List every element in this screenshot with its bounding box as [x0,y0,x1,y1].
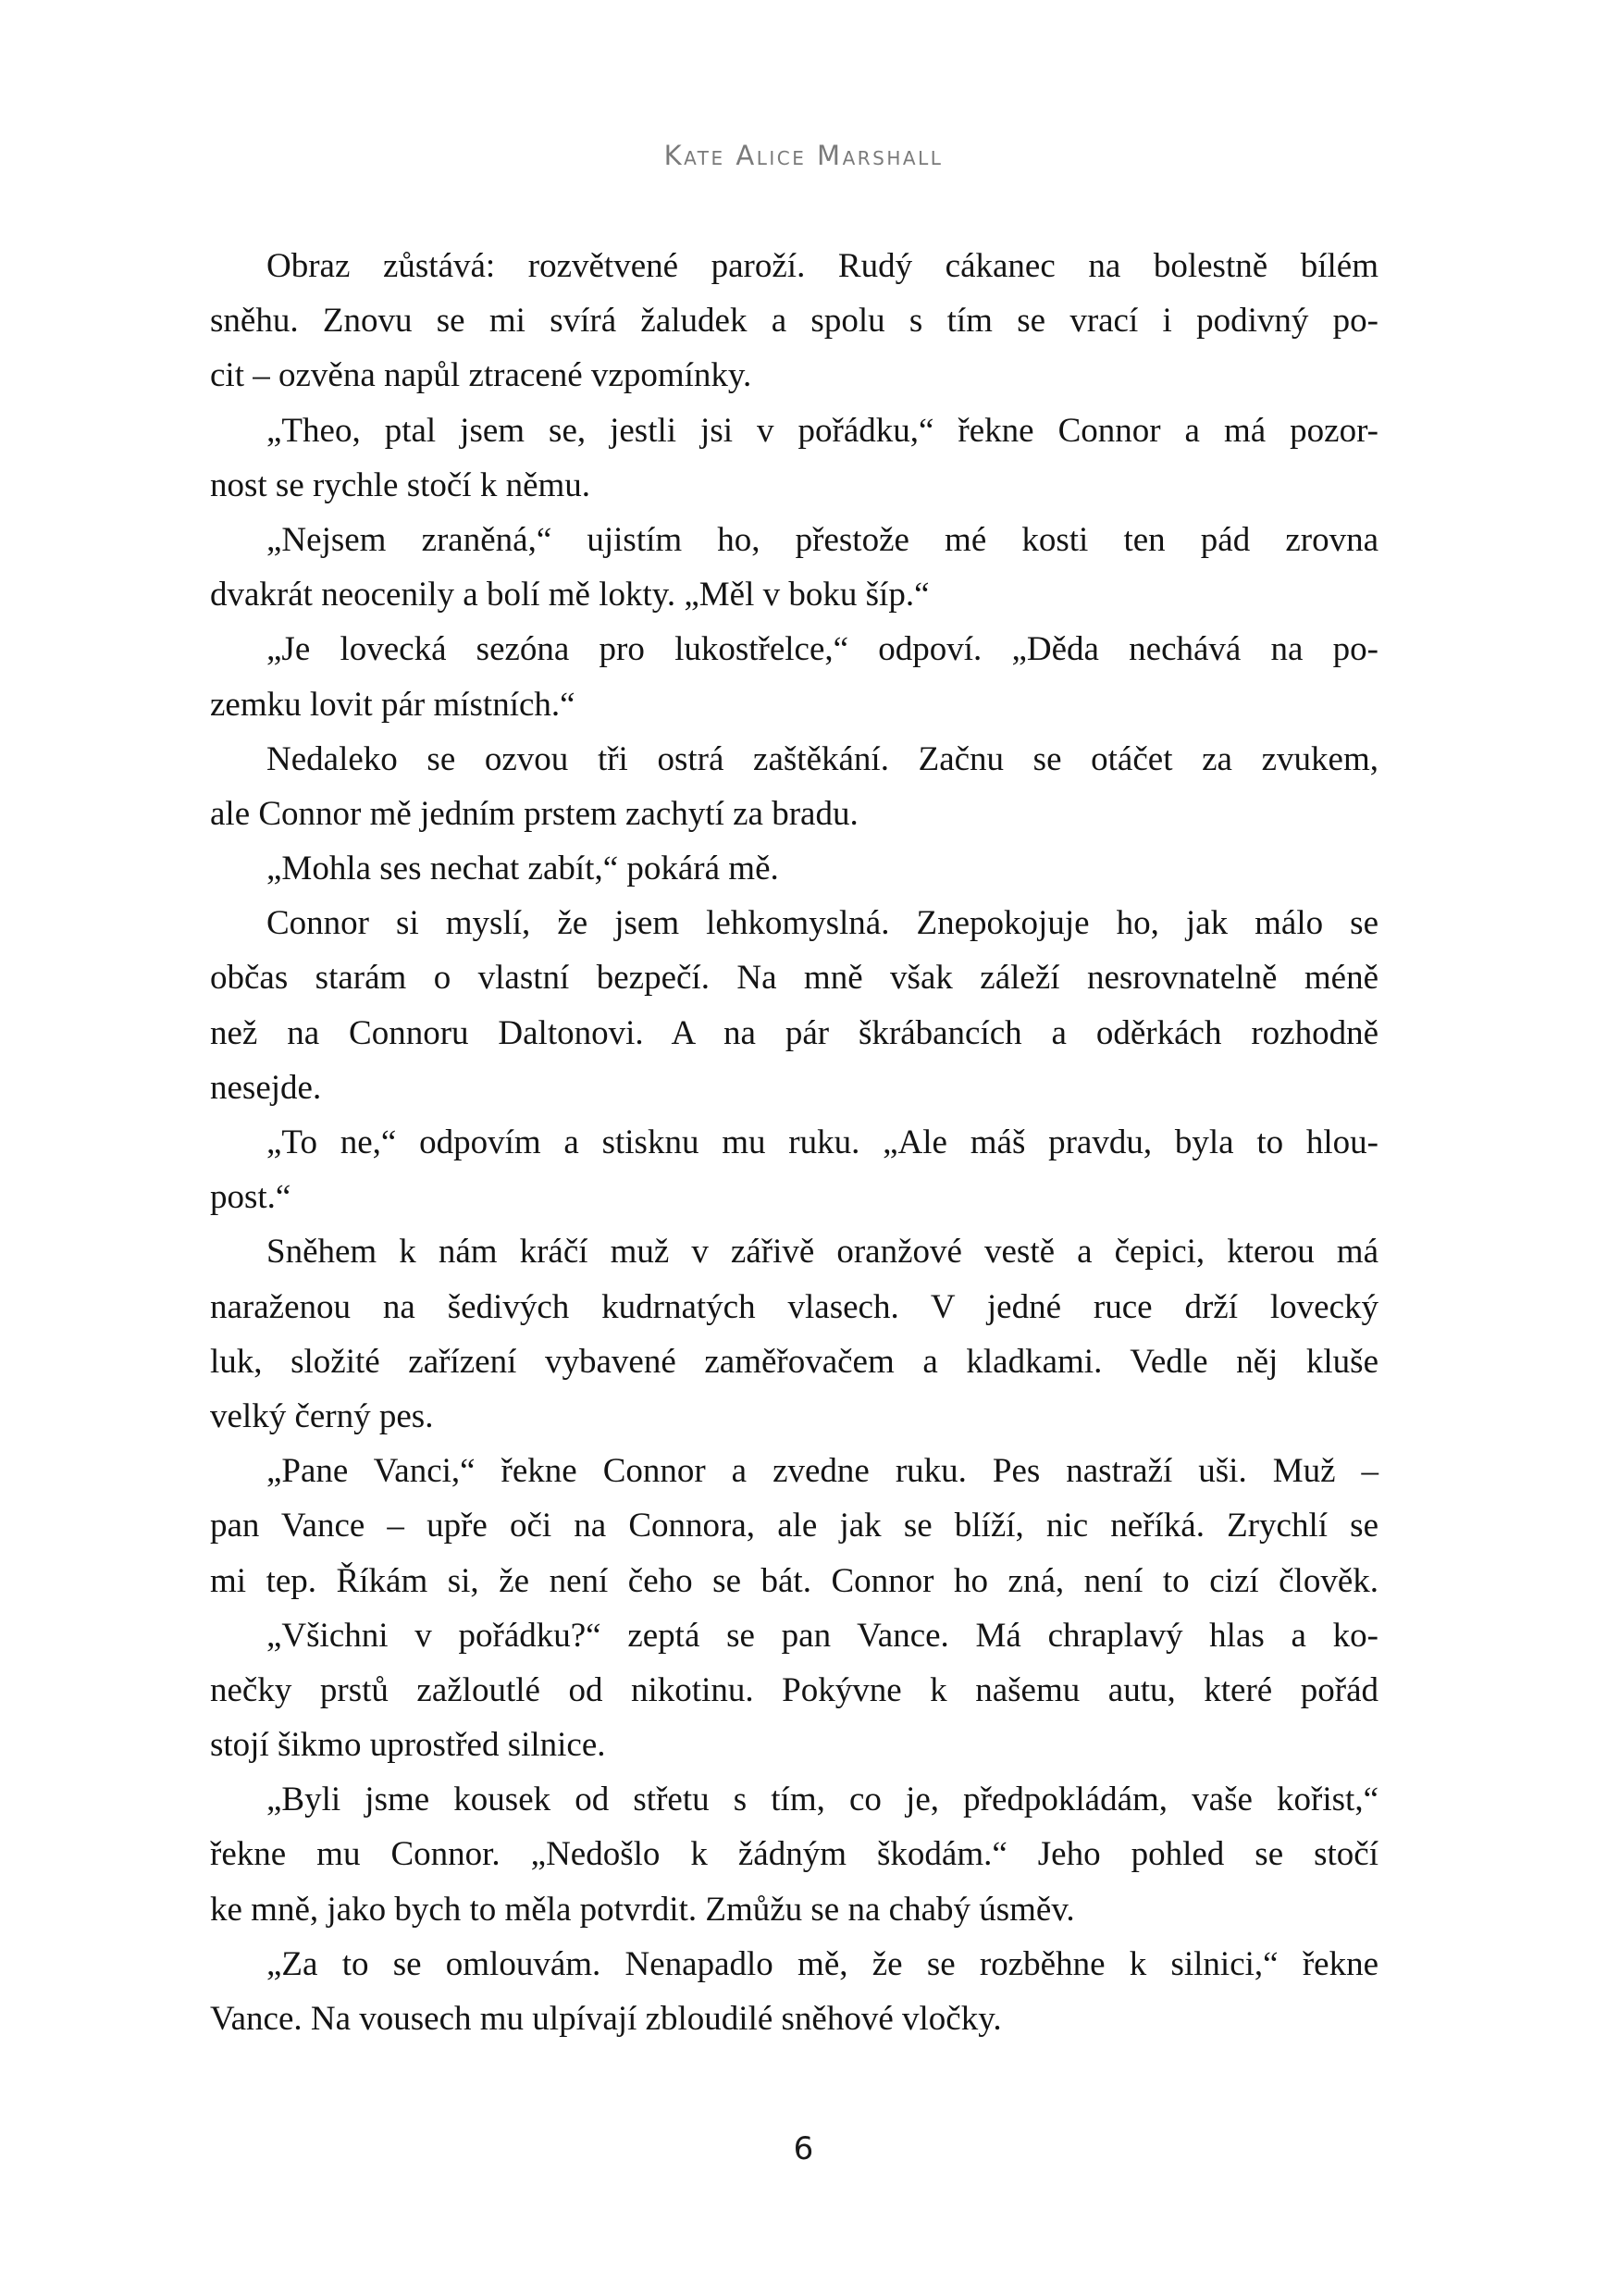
text-line: „Pane Vanci,“ řekne Connor a zvedne ruku. Pes nastraží uši. Muž – [266,1452,1378,1491]
text-line: „Je lovecká sezóna pro lukostřelce,“ odpoví. „Děda nechává na po- [266,630,1378,669]
body-text [210,239,1378,2046]
text-line: cit – ozvěna napůl ztracené vzpomínky. [210,356,752,395]
text-line: občas starám o vlastní bezpečí. Na mně však záleží nesrovnatelně méně [210,959,1378,998]
text-line: nečky prstů zažloutlé od nikotinu. Pokývne k našemu autu, které pořád [210,1670,1378,1709]
text-line: Vance. Na vousech mu ulpívají zbloudilé sněhové vločky. [210,2000,1002,2038]
text-line: post.“ [210,1178,291,1217]
text-line: stojí šikmo uprostřed silnice. [210,1726,606,1765]
text-line: velký černý pes. [210,1396,434,1435]
text-line: „Byli jsme kousek od střetu s tím, co je, předpokládám, vaše kořist,“ [266,1781,1378,1819]
text-line: „Nejsem zraněná,“ ujistím ho, přestože mé kosti ten pád zrovna [266,520,1378,559]
text-line: „Všichni v pořádku?“ zeptá se pan Vance. Má chraplavý hlas a ko- [266,1616,1378,1655]
text-line: luk, složité zařízení vybavené zaměřovačem a kladkami. Vedle něj kluše [210,1342,1378,1381]
text-line: Sněhem k nám kráčí muž v zářivě oranžové vestě a čepici, kterou má [266,1233,1378,1272]
text-line: ke mně, jako bych to měla potvrdit. Zmůžu se na chabý úsměv. [210,1890,1075,1929]
page-number: 6 [793,2130,814,2167]
text-line: než na Connoru Daltonovi. A na pár škrábancích a oděrkách rozhodně [210,1013,1378,1052]
text-line: řekne mu Connor. „Nedošlo k žádným škodám.“ Jeho pohled se stočí [210,1835,1378,1874]
text-line: mi tep. Říkám si, že není čeho se bát. Connor ho zná, není to cizí člověk. [210,1561,1378,1600]
running-head-author: Kate Alice Marshall [663,140,944,171]
text-line: nesejde. [210,1068,322,1107]
text-line: nost se rychle stočí k němu. [210,465,591,504]
text-line: ale Connor mě jedním prstem zachytí za bradu. [210,794,859,833]
text-line: Connor si myslí, že jsem lehkomyslná. Znepokojuje ho, jak málo se [266,904,1378,943]
text-line: „Mohla ses nechat zabít,“ pokárá mě. [266,850,779,888]
text-line: naraženou na šedivých kudrnatých vlasech. V jedné ruce drží lovecký [210,1287,1378,1326]
text-line: dvakrát neocenily a bolí mě lokty. „Měl v boku šíp.“ [210,576,930,614]
text-line: „To ne,“ odpovím a stisknu mu ruku. „Ale máš pravdu, byla to hlou- [266,1123,1378,1161]
text-line: sněhu. Znovu se mi svírá žaludek a spolu s tím se vrací i podivný po- [210,302,1378,341]
text-line: Nedaleko se ozvou tři ostrá zaštěkání. Začnu se otáčet za zvukem, [266,739,1378,778]
text-line: zemku lovit pár místních.“ [210,685,575,724]
text-line: Obraz zůstává: rozvětvené paroží. Rudý cákanec na bolestně bílém [266,247,1378,285]
text-line: „Za to se omlouvám. Nenapadlo mě, že se rozběhne k silnici,“ řekne [266,1944,1378,1983]
text-line: „Theo, ptal jsem se, jestli jsi v pořádku,“ řekne Connor a má pozor- [266,411,1378,450]
text-line: pan Vance – upře oči na Connora, ale jak se blíží, nic neříká. Zrychlí se [210,1507,1378,1545]
